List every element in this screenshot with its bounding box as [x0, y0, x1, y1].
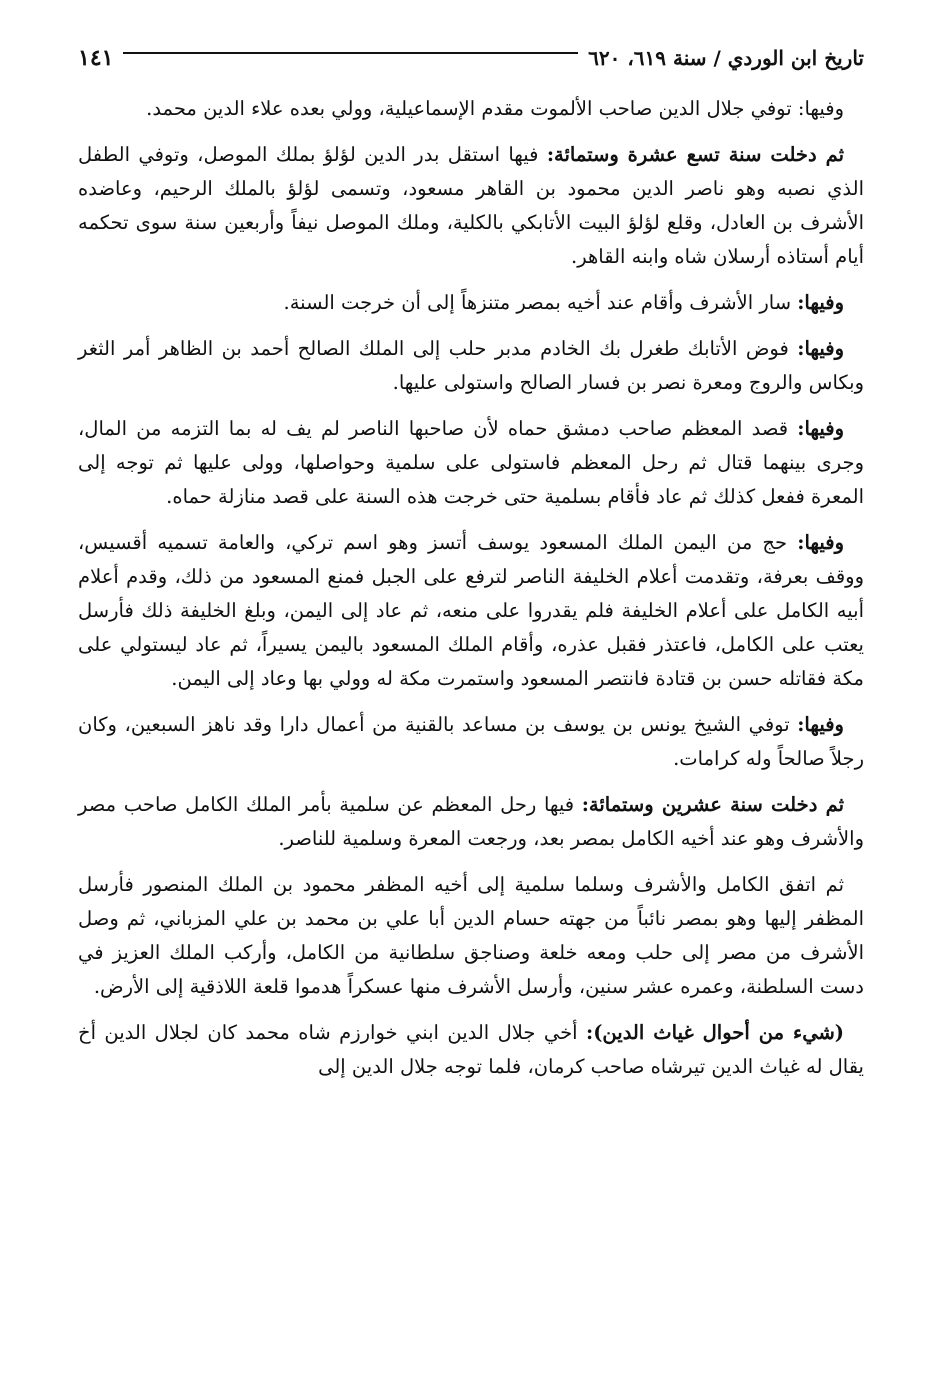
- paragraph: [78, 1016, 864, 1084]
- paragraph: [78, 332, 864, 400]
- paragraph-text: سار الأشرف وأقام عند أخيه بمصر متنزهاً إلى أن خرجت السنة.: [283, 291, 792, 314]
- paragraph-lead: وفيها:: [797, 713, 844, 736]
- paragraph-text: ثم اتفق الكامل والأشرف وسلما سلمية إلى أخيه المظفر محمود بن الملك المنصور فأرسل المظفر إليها وهو بمصر نائباً من جهته حسام الدين أبا علي بن محمد بن علي المزباني، ثم وصل الأشرف من مصر إلى حلب ومعه خلعة وصناجق سلطانية من الكامل، وأركب الملك العزيز في دست السلطنة، وعمره عشر سنين، وأرسل الأشرف منها عسكراً هدموا قلعة اللاذقية إلى الأرض.: [78, 873, 864, 998]
- paragraph-text: قصد المعظم صاحب دمشق حماه لأن صاحبها الناصر لم يف له بما التزمه من المال، وجرى بينهما قتال ثم رحل المعظم فاستولى على سلمية وحواصلها، وولى عليها ثم توجه إلى المعرة ففعل كذلك ثم عاد فأقام بسلمية حتى خرجت هذه السنة على قصد منازلة حماه.: [78, 417, 864, 508]
- paragraph-text: حج من اليمن الملك المسعود يوسف أتسز وهو اسم تركي، والعامة تسميه أقسيس، ووقف بعرفة، وتقدمت أعلام الخليفة الناصر لترفع على الجبل فمنع المسعود من ذلك، وقدم أعلام أبيه الكامل على أعلام الخليفة فلم يقدروا على منعه، ثم عاد إلى اليمن، وبلغ الخليفة ذلك فأرسل يعتب على الكامل، فاعتذر فقبل عذره، وأقام الملك المسعود باليمن يسيراً، ثم عاد ليستولي على مكة فقاتله حسن بن قتادة فانتصر المسعود واستمرت مكة له وولي بها وعاد إلى اليمن.: [78, 531, 864, 690]
- paragraph: [78, 138, 864, 274]
- paragraph: [78, 412, 864, 514]
- body-text: [78, 92, 864, 1084]
- paragraph: [78, 526, 864, 696]
- document-page: [78, 38, 864, 1096]
- paragraph-lead: وفيها:: [797, 417, 845, 440]
- paragraph: [78, 788, 864, 856]
- paragraph-text: وفيها: توفي جلال الدين صاحب الألموت مقدم الإسماعيلية، وولي بعده علاء الدين محمد.: [146, 97, 844, 120]
- paragraph-text: فيها رحل المعظم عن سلمية بأمر الملك الكامل صاحب مصر والأشرف وهو عند أخيه الكامل بمصر بعد، ورجعت المعرة وسلمية للناصر.: [78, 793, 864, 850]
- page-number: ١٤١: [78, 45, 114, 71]
- paragraph-lead: ثم دخلت سنة تسع عشرة وستمائة:: [546, 143, 845, 166]
- paragraph: [78, 708, 864, 776]
- paragraph-text: فوض الأتابك طغرل بك الخادم مدبر حلب إلى الملك الصالح أحمد بن الظاهر أمر الثغر وبكاس والروج ومعرة نصر بن فسار الصالح واستولى عليها.: [78, 337, 864, 394]
- paragraph-text: توفي الشيخ يونس بن يوسف بن مساعد بالقنية من أعمال دارا وقد ناهز السبعين، وكان رجلاً صالحاً وله كرامات.: [78, 713, 864, 770]
- paragraph-lead: وفيها:: [797, 531, 845, 554]
- paragraph-lead: (شيء من أحوال غياث الدين):: [586, 1021, 845, 1044]
- paragraph-lead: ثم دخلت سنة عشرين وستمائة:: [581, 793, 844, 816]
- paragraph: [78, 92, 864, 126]
- paragraph: [78, 868, 864, 1004]
- paragraph-lead: وفيها:: [797, 291, 844, 314]
- header-rule: [123, 38, 578, 54]
- paragraph-text: فيها استقل بدر الدين لؤلؤ بملك الموصل، وتوفي الطفل الذي نصبه وهو ناصر الدين محمود بن القاهر مسعود، وتسمى لؤلؤ بالملك الرحيم، وعاضده الأشرف بن العادل، وقلع لؤلؤ البيت الأتابكي بالكلية، وملك الموصل نيفاً وأربعين سنة سوى تحكمه أيام أستاذه أرسلان شاه وابنه القاهر.: [78, 143, 864, 268]
- paragraph: [78, 286, 864, 320]
- paragraph-lead: وفيها:: [797, 337, 845, 360]
- page-header: [78, 38, 864, 78]
- paragraph-text: أخي جلال الدين ابني خوارزم شاه محمد كان لجلال الدين أخ يقال له غياث الدين تيرشاه صاحب كرمان، فلما توجه جلال الدين إلى: [78, 1021, 864, 1078]
- running-title: تاريخ ابن الوردي / سنة ٦١٩، ٦٢٠: [588, 46, 864, 70]
